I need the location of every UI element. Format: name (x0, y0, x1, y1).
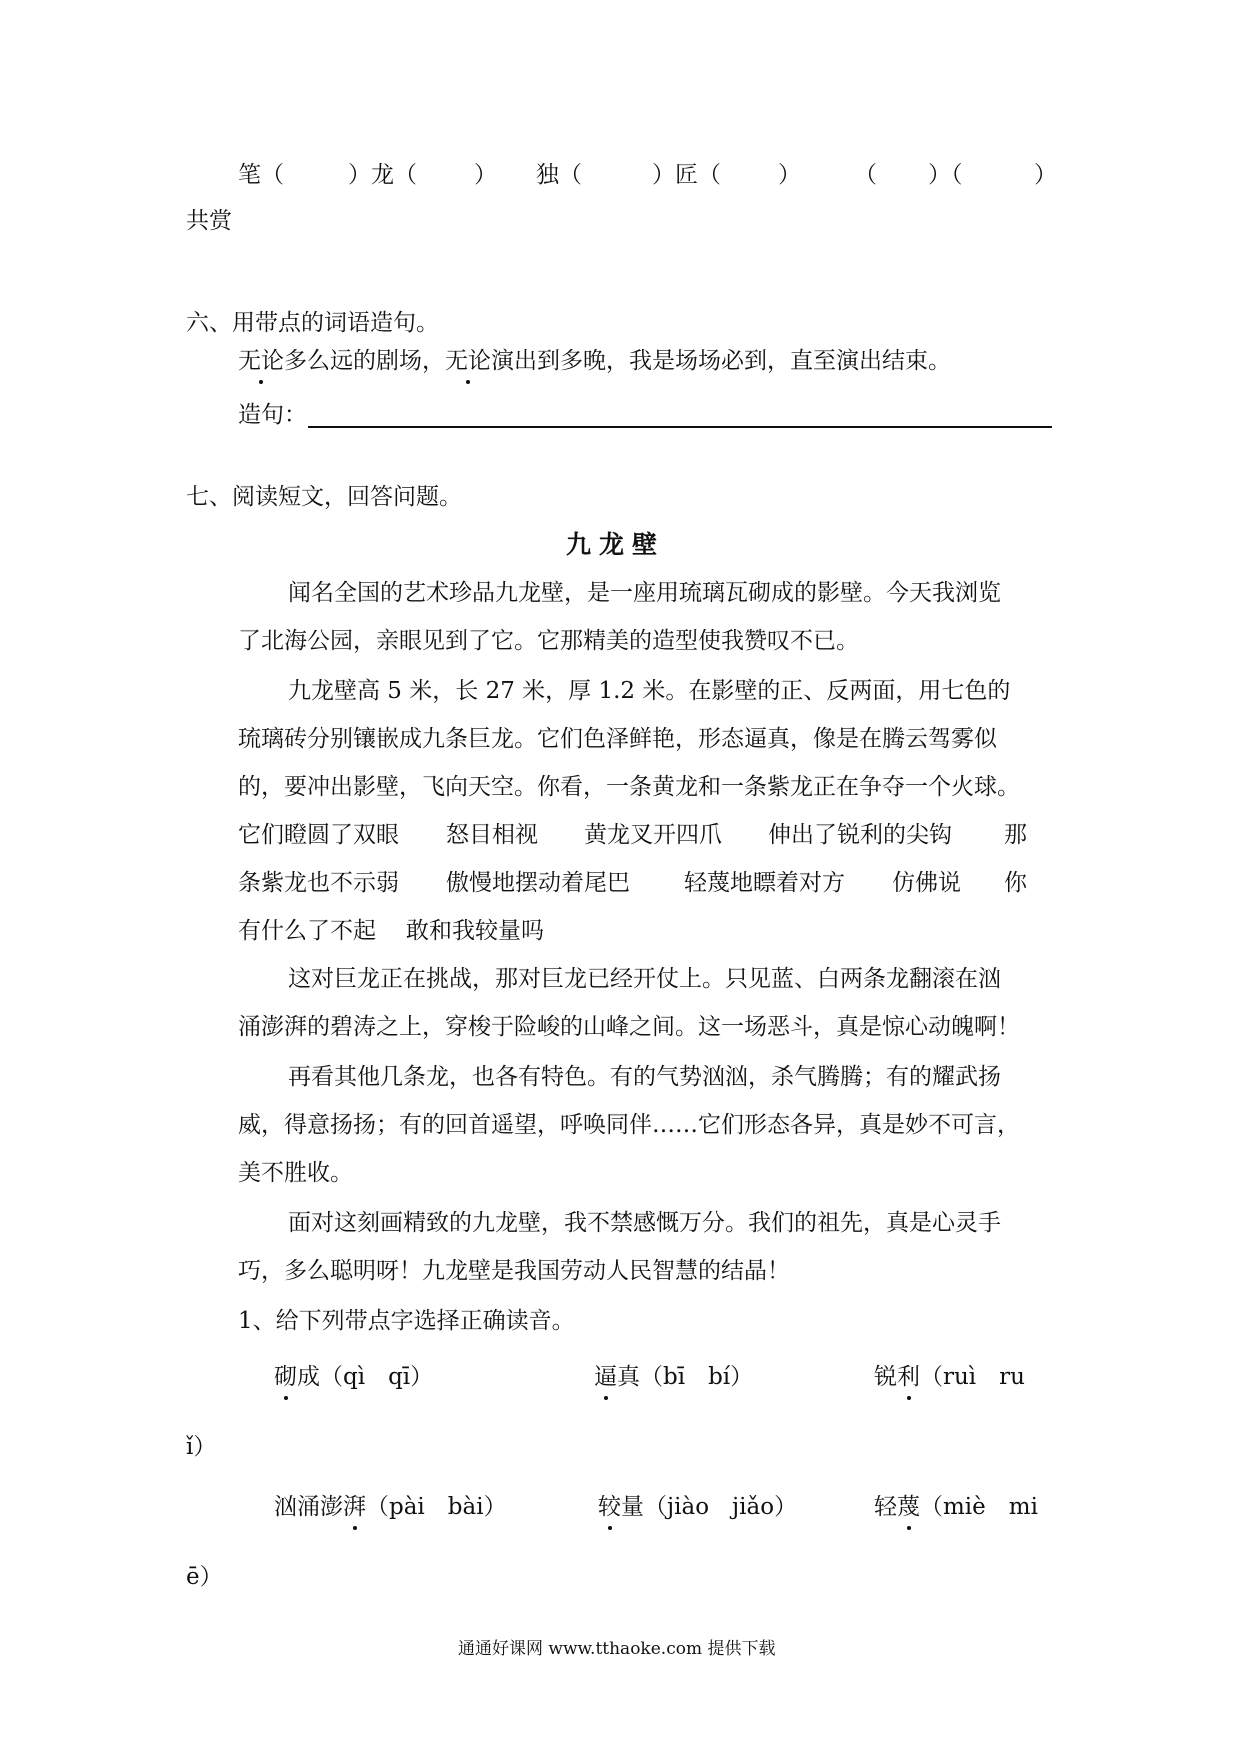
passage-line: 闻名全国的艺术珍品九龙壁，是一座用琉璃瓦砌成的影壁。今天我浏览 (288, 580, 1001, 606)
passage-phrase: 傲慢地摆动着尾巴 (446, 870, 630, 896)
passage-line: 巧，多么聪明呀！九龙壁是我国劳动人民智慧的结晶！ (238, 1258, 790, 1284)
dotted-char: 砌 (274, 1364, 297, 1390)
choice-text: 成（qì qī） (297, 1364, 434, 1390)
passage-line: 面对这刻画精致的九龙壁，我不禁感慨万分。我们的祖先，真是心灵手 (288, 1210, 1001, 1236)
q5-tail: 共赏 (186, 208, 232, 234)
q5-item: ） (474, 162, 497, 188)
q5-item: 独（ (536, 162, 582, 188)
passage-phrase: 敢和我较量吗 (406, 918, 544, 944)
dotted-char: 逼 (594, 1364, 617, 1390)
dotted-char: 较 (598, 1494, 621, 1520)
choice-text: （pài bài） (366, 1494, 507, 1520)
dotted-word: 无论 (445, 348, 491, 374)
choice-text: 汹涌澎 (274, 1494, 343, 1520)
passage-phrase: 仿佛说 (892, 870, 961, 896)
q5-item: ） (778, 162, 801, 188)
passage-phrase: 伸出了锐利的尖钩 (768, 822, 952, 848)
q5-item: （ (854, 162, 877, 188)
choice-text: 锐 (874, 1364, 897, 1390)
dotted-word: 无论 (238, 348, 284, 374)
passage-line: 这对巨龙正在挑战，那对巨龙已经开仗上。只见蓝、白两条龙翻滚在汹 (288, 966, 1001, 992)
passage-phrase: 条紫龙也不示弱 (238, 870, 399, 896)
passage-line: 琉璃砖分别镶嵌成九条巨龙。它们色泽鲜艳，形态逼真，像是在腾云驾雾似 (238, 726, 997, 752)
pinyin-wrap: ē） (186, 1564, 223, 1590)
pinyin-choice (874, 1362, 1025, 1392)
q6-heading: 六、用带点的词语造句。 (186, 310, 439, 336)
passage-line: 九龙壁高 5 米，长 27 米，厚 1.2 米。在影壁的正、反两面，用七色的 (288, 678, 1011, 704)
choice-text: 轻 (874, 1494, 897, 1520)
sentence-text: 多么远的剧场， (284, 348, 445, 374)
passage-phrase: 有什么了不起 (238, 918, 376, 944)
pinyin-choice (274, 1362, 433, 1392)
q5-item: ）龙（ (348, 162, 417, 188)
dotted-char: 湃 (343, 1494, 366, 1520)
sentence-text: 演出到多晚，我是场场必到，直至演出结束。 (491, 348, 951, 374)
q7-heading: 七、阅读短文，回答问题。 (186, 484, 462, 510)
dotted-char: 利 (897, 1364, 920, 1390)
q5-item: ） (1034, 162, 1057, 188)
passage-phrase: 那 (1004, 822, 1027, 848)
choice-text: 真（bī bí） (617, 1364, 754, 1390)
footer-text: 通通好课网 www.tthaoke.com 提供下载 (458, 1639, 776, 1659)
pinyin-choice (274, 1492, 507, 1522)
passage-phrase: 怒目相视 (446, 822, 538, 848)
passage-phrase: 你 (1004, 870, 1027, 896)
pinyin-wrap: ǐ） (186, 1434, 217, 1460)
pinyin-choice (874, 1492, 1038, 1522)
pinyin-choice (594, 1362, 753, 1392)
passage-line: 美不胜收。 (238, 1160, 353, 1186)
choice-text: 量（jiào jiǎo） (621, 1494, 798, 1520)
q5-item: 笔（ (238, 162, 284, 188)
passage-title: 九龙壁 (566, 530, 666, 559)
sub-question-heading: 1、给下列带点字选择正确读音。 (238, 1308, 575, 1334)
q5-item: ）匠（ (652, 162, 721, 188)
passage-phrase: 黄龙叉开四爪 (584, 822, 722, 848)
passage-line: 的，要冲出影壁，飞向天空。你看，一条黄龙和一条紫龙正在争夺一个火球。 (238, 774, 1020, 800)
passage-phrase: 轻蔑地瞟着对方 (684, 870, 845, 896)
dotted-char: 蔑 (897, 1494, 920, 1520)
pinyin-choice (598, 1492, 797, 1522)
passage-line: 威，得意扬扬；有的回首遥望，呼唤同伴……它们形态各异，真是妙不可言， (238, 1112, 1020, 1138)
passage-phrase: 它们瞪圆了双眼 (238, 822, 399, 848)
choice-text: （ruì ru (920, 1364, 1025, 1390)
q6-sentence (238, 346, 951, 376)
choice-text: （miè mi (920, 1494, 1038, 1520)
passage-line: 再看其他几条龙，也各有特色。有的气势汹汹，杀气腾腾；有的耀武扬 (288, 1064, 1001, 1090)
q6-prompt: 造句： (238, 402, 307, 428)
answer-line[interactable] (308, 426, 1052, 428)
passage-line: 了北海公园，亲眼见到了它。它那精美的造型使我赞叹不已。 (238, 628, 859, 654)
passage-line: 涌澎湃的碧涛之上，穿梭于险峻的山峰之间。这一场恶斗，真是惊心动魄啊！ (238, 1014, 1020, 1040)
q5-item: ）（ (928, 162, 963, 188)
